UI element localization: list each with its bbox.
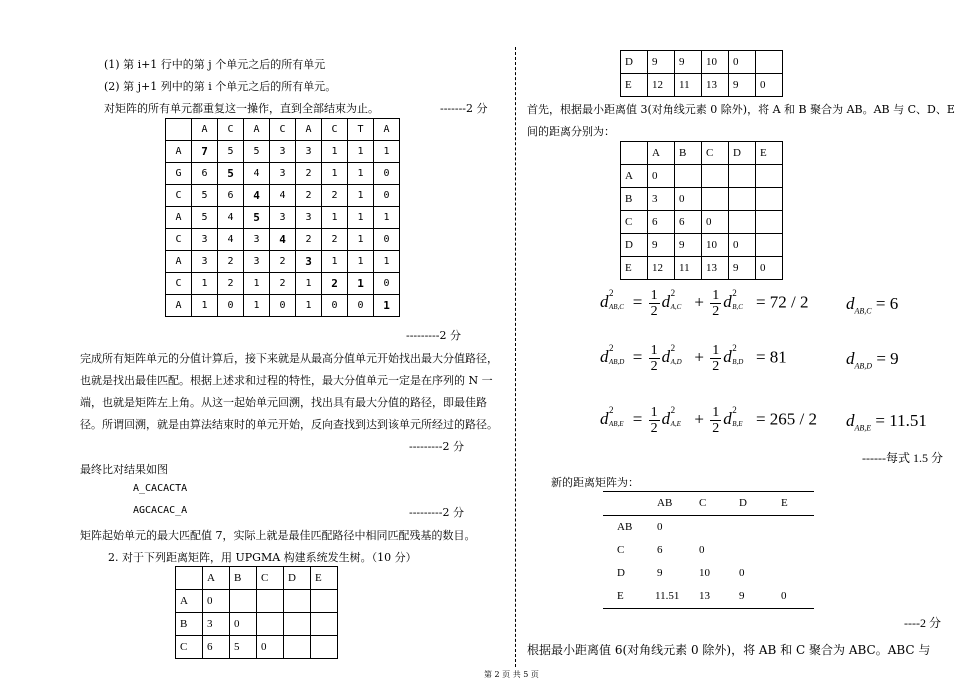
table-cell: A bbox=[166, 207, 192, 229]
column-divider bbox=[515, 47, 516, 667]
table-cell: A bbox=[166, 251, 192, 273]
table-cell: 0 bbox=[739, 567, 745, 579]
table-header-row bbox=[603, 492, 814, 515]
score-label: ------每式 1.5 分 bbox=[862, 451, 943, 465]
paragraph-line: 也就是找出最佳匹配。根据上述求和过程的特性，最大分值单元一定是在序列的 N 一 bbox=[80, 374, 493, 387]
table-cell: 1 bbox=[374, 251, 400, 273]
table-cell: 9 bbox=[729, 257, 756, 280]
table-cell: 4 bbox=[270, 185, 296, 207]
table-cell bbox=[284, 636, 311, 659]
table-cell: 9 bbox=[729, 74, 756, 97]
formula-ab-e: d 2 AB,E = $\frac{1}{2}$ d 2 A,E + $\frac{1}{2}$ d 2 B,E = 265 / 2 bbox=[600, 405, 817, 436]
table-cell: 2 bbox=[270, 273, 296, 295]
score-label: ---------2 分 bbox=[409, 440, 464, 453]
table-cell: 1 bbox=[192, 295, 218, 317]
table-header-row bbox=[166, 119, 400, 141]
table-cell: C bbox=[176, 636, 203, 659]
table-row bbox=[176, 590, 338, 613]
table-cell: A bbox=[621, 165, 648, 188]
table-cell: 3 bbox=[296, 207, 322, 229]
table-cell: 3 bbox=[192, 229, 218, 251]
table-cell: 5 bbox=[244, 207, 270, 229]
header-cell: B bbox=[230, 567, 257, 590]
table-cell: 1 bbox=[374, 295, 400, 317]
table-header-row bbox=[176, 567, 338, 590]
header-cell: C bbox=[702, 142, 729, 165]
table-cell: 1 bbox=[348, 163, 374, 185]
table-cell: 1 bbox=[322, 207, 348, 229]
table-cell: 6 bbox=[657, 544, 663, 556]
table-cell: 0 bbox=[322, 295, 348, 317]
table-cell: 9 bbox=[675, 234, 702, 257]
header-cell bbox=[176, 567, 203, 590]
table-cell: 0 bbox=[729, 51, 756, 74]
result-title: 最终比对结果如图 bbox=[80, 463, 168, 476]
table-cell: 2 bbox=[322, 185, 348, 207]
table-cell: 10 bbox=[702, 234, 729, 257]
table-cell: 4 bbox=[218, 229, 244, 251]
table-cell: 11.51 bbox=[655, 590, 680, 602]
table-cell: 4 bbox=[270, 229, 296, 251]
table-cell: B bbox=[176, 613, 203, 636]
page-footer: 第 2 页 共 5 页 bbox=[484, 670, 539, 679]
table-cell: 1 bbox=[192, 273, 218, 295]
paragraph-line: 首先，根据最小距离值 3(对角线元素 0 除外)，将 A 和 B 聚合为 AB。AB 与 C、D、E bbox=[527, 103, 955, 116]
formula-result: $d_{AB,E} = 11.51$ bbox=[846, 411, 927, 433]
table-cell: 6 bbox=[675, 211, 702, 234]
table-cell: 5 bbox=[192, 185, 218, 207]
table-cell bbox=[729, 211, 756, 234]
table-cell: 0 bbox=[270, 295, 296, 317]
table-cell: C bbox=[166, 273, 192, 295]
table-cell: 13 bbox=[702, 257, 729, 280]
header-cell: D bbox=[729, 142, 756, 165]
table-cell: E bbox=[621, 74, 648, 97]
header-cell bbox=[166, 119, 192, 141]
table-cell: 3 bbox=[296, 141, 322, 163]
header-cell bbox=[621, 142, 648, 165]
table-cell: 2 bbox=[322, 273, 348, 295]
formula-result: $d_{AB,C} = 6$ bbox=[846, 294, 899, 316]
table-row bbox=[166, 251, 400, 273]
table-cell bbox=[311, 636, 338, 659]
distance-matrix-partial bbox=[175, 566, 338, 659]
table-cell bbox=[675, 165, 702, 188]
aligned-sequence-2: AGCACAC_A bbox=[133, 505, 188, 516]
table-cell: 1 bbox=[348, 207, 374, 229]
table-cell: 2 bbox=[218, 251, 244, 273]
table-cell: C bbox=[166, 229, 192, 251]
table-cell: 4 bbox=[218, 207, 244, 229]
table-row bbox=[166, 295, 400, 317]
table-cell bbox=[702, 188, 729, 211]
table-cell: 1 bbox=[374, 207, 400, 229]
table-cell: 9 bbox=[648, 51, 675, 74]
table-cell: 1 bbox=[244, 295, 270, 317]
header-cell: C bbox=[699, 497, 707, 509]
table-cell: D bbox=[621, 234, 648, 257]
paragraph-line: 端，也就是矩阵左上角。从这一起始单元回溯，找出具有最大分值的路径，即最佳路 bbox=[80, 396, 487, 409]
table-cell: 2 bbox=[270, 251, 296, 273]
table-row bbox=[166, 229, 400, 251]
table-row bbox=[166, 207, 400, 229]
table-cell: 5 bbox=[244, 141, 270, 163]
table-cell bbox=[702, 165, 729, 188]
table-cell bbox=[311, 590, 338, 613]
table-cell bbox=[756, 165, 783, 188]
table-cell: 0 bbox=[756, 257, 783, 280]
header-cell: E bbox=[756, 142, 783, 165]
distance-matrix-continued bbox=[620, 50, 783, 97]
table-cell: 0 bbox=[729, 234, 756, 257]
table-cell: 10 bbox=[699, 567, 710, 579]
table-cell bbox=[311, 613, 338, 636]
table-cell: 1 bbox=[348, 229, 374, 251]
table-cell: 2 bbox=[296, 229, 322, 251]
table-cell: 0 bbox=[348, 295, 374, 317]
table-cell: 0 bbox=[756, 74, 783, 97]
header-cell: C bbox=[218, 119, 244, 141]
paragraph-line: 根据最小距离值 6(对角线元素 0 除外)，将 AB 和 C 聚合为 ABC。ABC 与 bbox=[527, 643, 931, 657]
table-cell: 3 bbox=[244, 251, 270, 273]
table-cell: E bbox=[621, 257, 648, 280]
table-row bbox=[166, 273, 400, 295]
table-cell: 3 bbox=[648, 188, 675, 211]
table-cell: 1 bbox=[322, 163, 348, 185]
table-cell: 0 bbox=[374, 229, 400, 251]
table-row bbox=[603, 539, 814, 562]
table-cell: 1 bbox=[322, 251, 348, 273]
header-cell: A bbox=[296, 119, 322, 141]
table-row bbox=[166, 163, 400, 185]
question-2: 2. 对于下列距离矩阵，用 UPGMA 构建系统发生树。（10 分） bbox=[108, 551, 417, 564]
aligned-sequence-1: A_CACACTA bbox=[133, 483, 188, 494]
step-1-text: (1) 第 i+1 行中的第 j 个单元之后的所有单元 bbox=[104, 58, 326, 71]
table-cell: 6 bbox=[192, 163, 218, 185]
table-cell: 3 bbox=[270, 141, 296, 163]
table-cell: G bbox=[166, 163, 192, 185]
table-row bbox=[603, 585, 814, 608]
header-cell: B bbox=[675, 142, 702, 165]
table-cell: 3 bbox=[270, 163, 296, 185]
table-cell: 9 bbox=[675, 51, 702, 74]
table-cell: 0 bbox=[374, 163, 400, 185]
table-cell: 1 bbox=[296, 273, 322, 295]
table-cell: 1 bbox=[348, 185, 374, 207]
table-cell: 10 bbox=[702, 51, 729, 74]
table-cell: 12 bbox=[648, 257, 675, 280]
table-cell bbox=[729, 188, 756, 211]
score-label: -------2 分 bbox=[440, 102, 488, 115]
table-row bbox=[621, 188, 783, 211]
formula-ab-c: d 2 AB,C = $\frac{1}{2}$ d 2 A,C + $\frac{1}{2}$ d 2 B,C = 72 / 2 bbox=[600, 288, 809, 319]
table-cell: AB bbox=[617, 521, 633, 533]
table-cell: 0 bbox=[657, 521, 663, 533]
table-cell: 4 bbox=[244, 185, 270, 207]
table-row bbox=[621, 51, 783, 74]
table-cell: 6 bbox=[203, 636, 230, 659]
table-cell: 0 bbox=[702, 211, 729, 234]
table-cell bbox=[257, 613, 284, 636]
header-cell: T bbox=[348, 119, 374, 141]
table-cell: 3 bbox=[203, 613, 230, 636]
table-row bbox=[621, 234, 783, 257]
table-cell: 0 bbox=[781, 590, 787, 602]
table-cell: 0 bbox=[374, 185, 400, 207]
table-row bbox=[176, 636, 338, 659]
table-cell: 2 bbox=[218, 273, 244, 295]
table-cell bbox=[756, 188, 783, 211]
table-cell: 1 bbox=[244, 273, 270, 295]
score-label: ---------2 分 bbox=[409, 506, 464, 519]
table-cell: 13 bbox=[699, 590, 710, 602]
table-cell: 13 bbox=[702, 74, 729, 97]
table-cell: 2 bbox=[322, 229, 348, 251]
table-cell: 2 bbox=[296, 163, 322, 185]
table-cell: 1 bbox=[322, 141, 348, 163]
table-row bbox=[176, 613, 338, 636]
paragraph-line: 矩阵起始单元的最大匹配值 7，实际上就是最佳匹配路径中相同匹配残基的数目。 bbox=[80, 529, 476, 542]
table-cell: 2 bbox=[296, 185, 322, 207]
table-cell: 3 bbox=[244, 229, 270, 251]
table-cell: 1 bbox=[296, 295, 322, 317]
table-cell bbox=[284, 613, 311, 636]
table-cell: 6 bbox=[648, 211, 675, 234]
table-cell: 1 bbox=[374, 141, 400, 163]
table-cell: 7 bbox=[192, 141, 218, 163]
step-2-text: (2) 第 j+1 列中的第 i 个单元之后的所有单元。 bbox=[104, 80, 337, 93]
new-distance-matrix bbox=[603, 491, 814, 609]
paragraph-line: 间的距离分别为： bbox=[527, 125, 615, 138]
header-cell: D bbox=[739, 497, 747, 509]
table-cell: 1 bbox=[348, 251, 374, 273]
header-cell: A bbox=[648, 142, 675, 165]
table-row bbox=[621, 74, 783, 97]
table-cell: 9 bbox=[648, 234, 675, 257]
header-cell: C bbox=[270, 119, 296, 141]
table-rule bbox=[603, 608, 814, 609]
table-row bbox=[603, 562, 814, 585]
table-cell: 0 bbox=[699, 544, 705, 556]
table-cell: 9 bbox=[739, 590, 745, 602]
table-cell: 0 bbox=[257, 636, 284, 659]
table-cell: 0 bbox=[218, 295, 244, 317]
table-header-row bbox=[621, 142, 783, 165]
table-cell bbox=[756, 234, 783, 257]
header-cell: E bbox=[781, 497, 788, 509]
table-cell: 0 bbox=[648, 165, 675, 188]
formula-result: $d_{AB,D} = 9$ bbox=[846, 349, 899, 371]
table-cell: 0 bbox=[203, 590, 230, 613]
alignment-score-matrix bbox=[165, 118, 400, 317]
score-label: ----2 分 bbox=[904, 616, 941, 630]
table-cell: C bbox=[621, 211, 648, 234]
table-row bbox=[621, 165, 783, 188]
table-cell: 1 bbox=[348, 273, 374, 295]
table-cell: 3 bbox=[270, 207, 296, 229]
new-matrix-title: 新的距离矩阵为： bbox=[551, 476, 639, 489]
table-cell bbox=[257, 590, 284, 613]
table-cell: D bbox=[621, 51, 648, 74]
table-cell: 9 bbox=[657, 567, 663, 579]
table-cell: 3 bbox=[296, 251, 322, 273]
table-cell: 4 bbox=[244, 163, 270, 185]
table-cell: 3 bbox=[192, 251, 218, 273]
table-cell: 6 bbox=[218, 185, 244, 207]
header-cell: A bbox=[203, 567, 230, 590]
table-cell: A bbox=[166, 141, 192, 163]
table-cell: 1 bbox=[348, 141, 374, 163]
table-row bbox=[621, 211, 783, 234]
table-cell: 12 bbox=[648, 74, 675, 97]
table-cell: 5 bbox=[192, 207, 218, 229]
header-cell: C bbox=[257, 567, 284, 590]
table-cell: 0 bbox=[230, 613, 257, 636]
table-cell bbox=[230, 590, 257, 613]
table-row bbox=[166, 141, 400, 163]
score-label: ---------2 分 bbox=[406, 329, 461, 342]
header-cell: AB bbox=[657, 497, 673, 509]
table-cell: 5 bbox=[230, 636, 257, 659]
header-cell: D bbox=[284, 567, 311, 590]
table-cell bbox=[729, 165, 756, 188]
table-cell: D bbox=[617, 567, 625, 579]
header-cell: C bbox=[322, 119, 348, 141]
header-cell: A bbox=[244, 119, 270, 141]
table-cell: B bbox=[621, 188, 648, 211]
table-cell: 5 bbox=[218, 141, 244, 163]
formula-ab-d: d 2 AB,D = $\frac{1}{2}$ d 2 A,D + $\frac{1}{2}$ d 2 B,D = 81 bbox=[600, 343, 787, 374]
table-cell: 5 bbox=[218, 163, 244, 185]
header-cell: A bbox=[192, 119, 218, 141]
distance-matrix bbox=[620, 141, 783, 280]
table-row bbox=[166, 185, 400, 207]
table-cell: A bbox=[176, 590, 203, 613]
table-cell: 0 bbox=[675, 188, 702, 211]
table-cell: C bbox=[617, 544, 625, 556]
table-cell: 0 bbox=[374, 273, 400, 295]
header-cell: E bbox=[311, 567, 338, 590]
header-cell: A bbox=[374, 119, 400, 141]
paragraph-line: 完成所有矩阵单元的分值计算后，接下来就是从最高分值单元开始找出最大分值路径， bbox=[80, 352, 498, 365]
table-row bbox=[603, 516, 814, 539]
table-cell bbox=[284, 590, 311, 613]
table-cell: A bbox=[166, 295, 192, 317]
table-cell: 11 bbox=[675, 74, 702, 97]
table-cell: E bbox=[617, 590, 624, 602]
table-cell bbox=[756, 51, 783, 74]
repeat-text: 对矩阵的所有单元都重复这一操作，直到全部结束为止。 bbox=[104, 102, 379, 115]
table-cell: C bbox=[166, 185, 192, 207]
table-row bbox=[621, 257, 783, 280]
table-cell: 11 bbox=[675, 257, 702, 280]
table-cell bbox=[756, 211, 783, 234]
paragraph-line: 径。所谓回溯，就是由算法结束时的单元开始，反向查找到达到该单元所经过的路径。 bbox=[80, 418, 498, 431]
